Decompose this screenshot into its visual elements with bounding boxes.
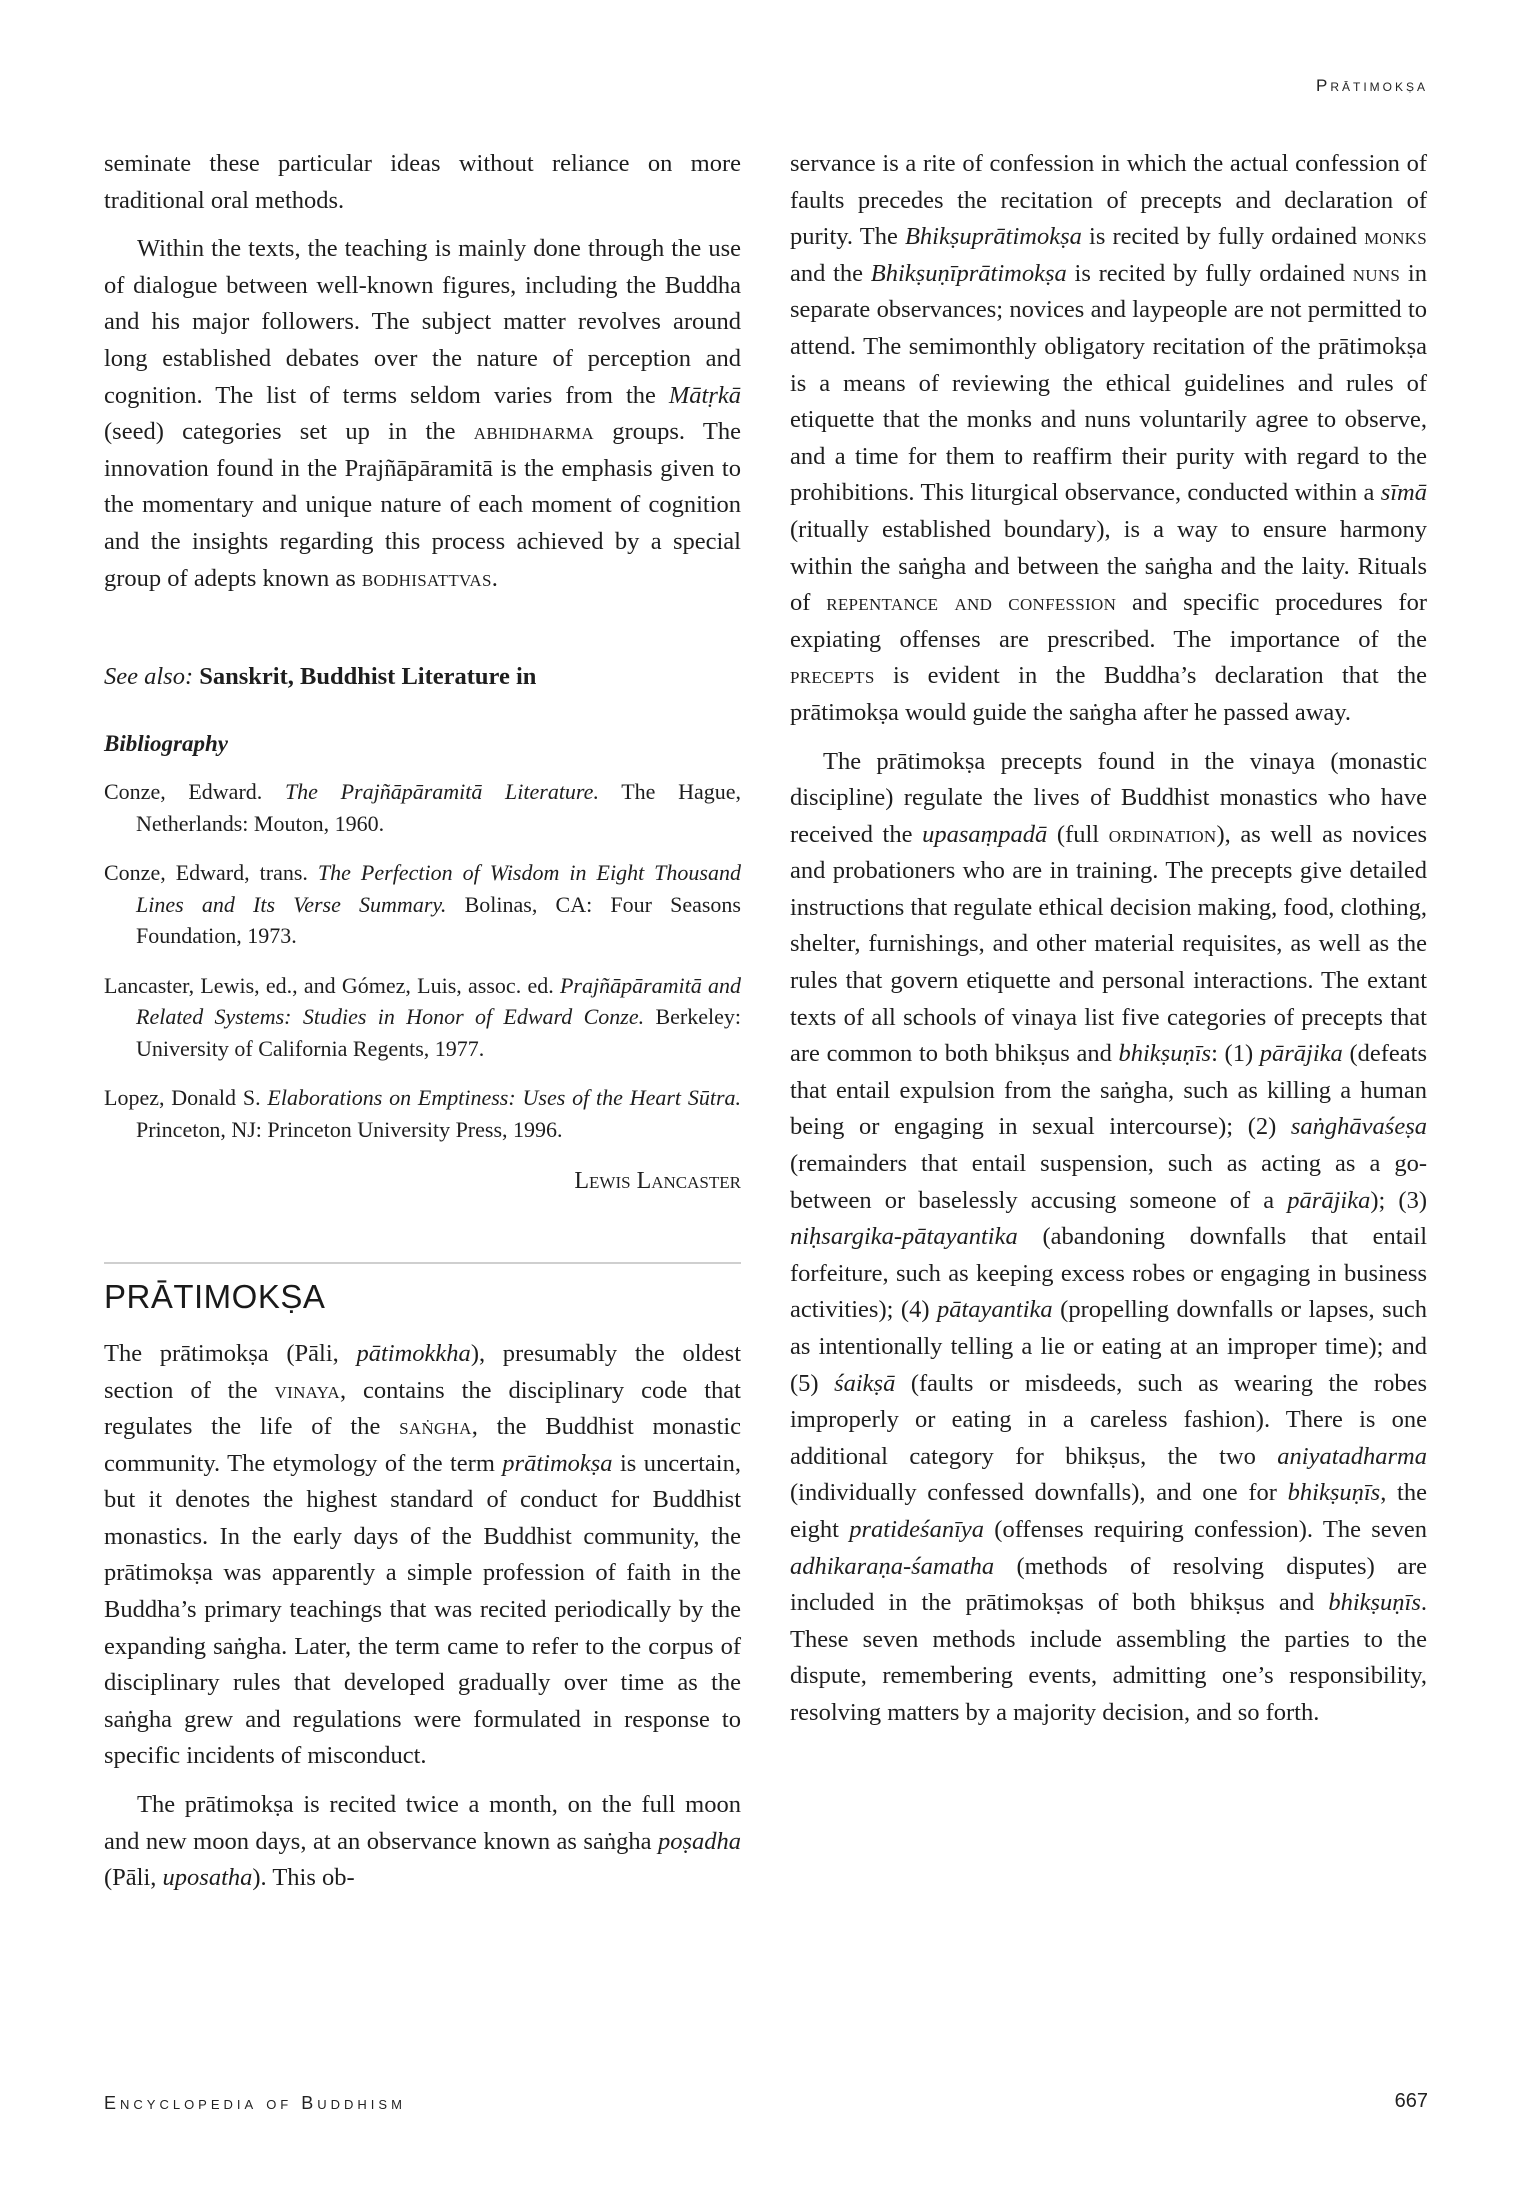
- paragraph: The prātimokṣa precepts found in the vinaya (monastic discipline) regulate the lives of Buddhist monastics who have received the upasaṃpadā (full ordination), as well as novices and probationers who are in training. The precepts give detailed instructions that regulate ethical decision making, food, clothing, shelter, furnishings, and other material requisites, as well as the rules that govern etiquette and personal interactions. The extant texts of all schools of vinaya list five categories of precepts that are common to both bhikṣus and bhikṣuṇīs: (1) pārājika (defeats that entail expulsion from the saṅgha, such as killing a human being or engaging in sexual intercourse); (2) saṅghāvaśeṣa (remainders that entail suspension, such as acting as a go-between or baselessly accusing someone of a pārājika); (3) niḥsargika-pātayantika (abandoning downfalls that entail forfeiture, such as keeping excess robes or engaging in business activities); (4) pātayantika (propelling downfalls or lapses, such as intentionally telling a lie or eating at an improper time); and (5) śaikṣā (faults or misdeeds, such as wearing the robes improperly or eating in a careless fashion). There is one additional category for bhikṣus, the two aniyatadharma (individually confessed downfalls), and one for bhikṣuṇīs, the eight pratideśanīya (offenses requiring confession). The seven adhikaraṇa-śamatha (methods of resolving disputes) are included in the prātimokṣas of both bhikṣus and bhikṣuṇīs. These seven methods include assembling the parties to the dispute, remembering events, admitting one’s responsibility, resolving matters by a majority decision, and so forth.: [790, 747, 1427, 1726]
- left-column: [104, 146, 741, 1897]
- italic-term: bhikṣuṇīs: [1328, 1589, 1421, 1617]
- paragraph: servance is a rite of confession in which the actual confession of faults precedes the recitation of precepts and declaration of purity. The Bhikṣuprātimokṣa is recited by fully ordained monks and the Bhikṣuṇīprātimokṣa is recited by fully ordained nuns in separate observances; novices and laypeople are not permitted to attend. The semimonthly obligatory recitation of the prātimokṣa is a means of reviewing the ethical guidelines and rules of etiquette that the monks and nuns voluntarily agree to observe, and a time for them to reaffirm their purity with regard to the prohibitions. This liturgical observance, conducted within a sīmā (ritually established boundary), is a way to ensure harmony within the saṅgha and between the saṅgha and the laity. Rituals of repentance and confession and specific procedures for expiating offenses are prescribed. The importance of the precepts is evident in the Buddha’s declaration that the prātimokṣa would guide the saṅgha after he passed away.: [790, 150, 1427, 726]
- italic-term: Bhikṣuṇīprātimokṣa: [870, 259, 1067, 287]
- cross-reference[interactable]: ordination: [1108, 820, 1217, 848]
- bibliography-item: Lopez, Donald S. Elaborations on Emptiness: Uses of the Heart Sūtra. Princeton, NJ: Princeton University Press, 1996.: [104, 1085, 741, 1142]
- cross-reference[interactable]: repentance and confession: [826, 589, 1117, 617]
- footer-publication: Encyclopedia of Buddhism: [104, 2093, 406, 2113]
- italic-term: pātayantika: [936, 1296, 1053, 1324]
- italic-term: niḥsargika-pātayantika: [790, 1223, 1018, 1251]
- cross-reference[interactable]: monks: [1364, 223, 1427, 251]
- italic-term: uposatha: [162, 1864, 253, 1892]
- italic-term: upasaṃpadā: [922, 820, 1048, 848]
- bibliography-item: Conze, Edward. The Prajñāpāramitā Literature. The Hague, Netherlands: Mouton, 1960.: [104, 779, 741, 836]
- bibliography-item: Conze, Edward, trans. The Perfection of Wisdom in Eight Thousand Lines and Its Verse Summary. Bolinas, CA: Four Seasons Foundation, 1973.: [104, 860, 741, 949]
- entry-divider: [104, 1262, 741, 1264]
- cross-reference[interactable]: nuns: [1352, 259, 1401, 287]
- cross-reference[interactable]: bodhisattvas: [361, 564, 492, 592]
- italic-term: poṣadha: [657, 1827, 741, 1855]
- paragraph: seminate these particular ideas without reliance on more traditional oral methods.: [104, 150, 741, 214]
- italic-term: pārājika: [1287, 1186, 1371, 1214]
- paragraph: The prātimokṣa (Pāli, pātimokkha), presumably the oldest section of the vinaya, contains the disciplinary code that regulates the life of the saṅgha, the Buddhist monastic community. The etymology of the term prātimokṣa is uncertain, but it denotes the highest standard of conduct for Buddhist monastics. In the early days of the Buddhist community, the prātimokṣa was apparently a simple profession of faith in the Buddha’s primary teachings that was recited periodically by the expanding saṅgha. Later, the term came to refer to the corpus of disciplinary rules that developed gradually over time as the saṅgha grew and regulations were formulated in response to specific incidents of misconduct.: [104, 1339, 741, 1770]
- author-signature: Lewis Lancaster: [574, 1168, 741, 1195]
- italic-term: saṅghāvaśeṣa: [1290, 1113, 1427, 1141]
- cross-reference[interactable]: abhidharma: [473, 418, 594, 446]
- cross-reference[interactable]: precepts: [790, 662, 875, 690]
- running-head: Prātimokṣa: [1315, 76, 1428, 95]
- italic-term: aniyatadharma: [1277, 1442, 1427, 1470]
- italic-term: The Perfection of Wisdom in Eight Thousand Lines and Its Verse Summary.: [136, 860, 741, 917]
- entry-title: PRĀTIMOKṢA: [104, 1277, 326, 1315]
- italic-term: Bhikṣuprātimokṣa: [904, 223, 1082, 251]
- italic-term: pratideśanīya: [849, 1515, 985, 1543]
- italic-term: pārājika: [1259, 1040, 1343, 1068]
- italic-term: Prajñāpāramitā and Related Systems: Studies in Honor of Edward Conze.: [136, 972, 742, 1030]
- paragraph: The prātimokṣa is recited twice a month, on the full moon and new moon days, at an observance known as saṅgha poṣadha (Pāli, uposatha). This ob-: [104, 1791, 741, 1892]
- cross-reference[interactable]: vinaya: [274, 1376, 340, 1404]
- see-also: [104, 659, 741, 696]
- see-also-link[interactable]: Sanskrit, Buddhist Literature in: [199, 663, 537, 691]
- italic-term: bhikṣuṇīs: [1118, 1040, 1212, 1068]
- italic-term: prātimokṣa: [502, 1449, 613, 1477]
- see-also-label: See also:: [104, 663, 194, 691]
- paragraph: Within the texts, the teaching is mainly done through the use of dialogue between well-known figures, including the Buddha and his major followers. The subject matter revolves around long established debates over the nature of perception and cognition. The list of terms seldom varies from the Mātṛkā (seed) categories set up in the abhidharma groups. The innovation found in the Prajñāpāramitā is the emphasis given to the momentary and unique nature of each moment of cognition and the insights regarding this process achieved by a special group of adepts known as bodhisattvas.: [104, 235, 742, 592]
- bibliography-list: [104, 776, 741, 1145]
- right-column: [790, 146, 1427, 1732]
- italic-term: Elaborations on Emptiness: Uses of the Heart Sūtra.: [267, 1085, 741, 1111]
- italic-term: Mātṛkā: [668, 381, 741, 409]
- italic-term: śaikṣā: [834, 1369, 896, 1397]
- italic-term: adhikaraṇa-śamatha: [790, 1552, 995, 1580]
- page-number: 667: [1394, 2090, 1428, 2112]
- italic-term: pātimokkha: [356, 1339, 471, 1367]
- bibliography-item: Lancaster, Lewis, ed., and Gómez, Luis, assoc. ed. Prajñāpāramitā and Related Systems: Studies in Honor of Edward Conze. Berkeley: University of California Regents, 1977.: [104, 972, 742, 1061]
- bibliography-heading: Bibliography: [104, 730, 228, 756]
- italic-term: sīmā: [1380, 479, 1427, 507]
- italic-term: The Prajñāpāramitā Literature.: [284, 779, 599, 805]
- italic-term: bhikṣuṇīs: [1287, 1479, 1381, 1507]
- cross-reference[interactable]: saṅgha: [399, 1413, 472, 1441]
